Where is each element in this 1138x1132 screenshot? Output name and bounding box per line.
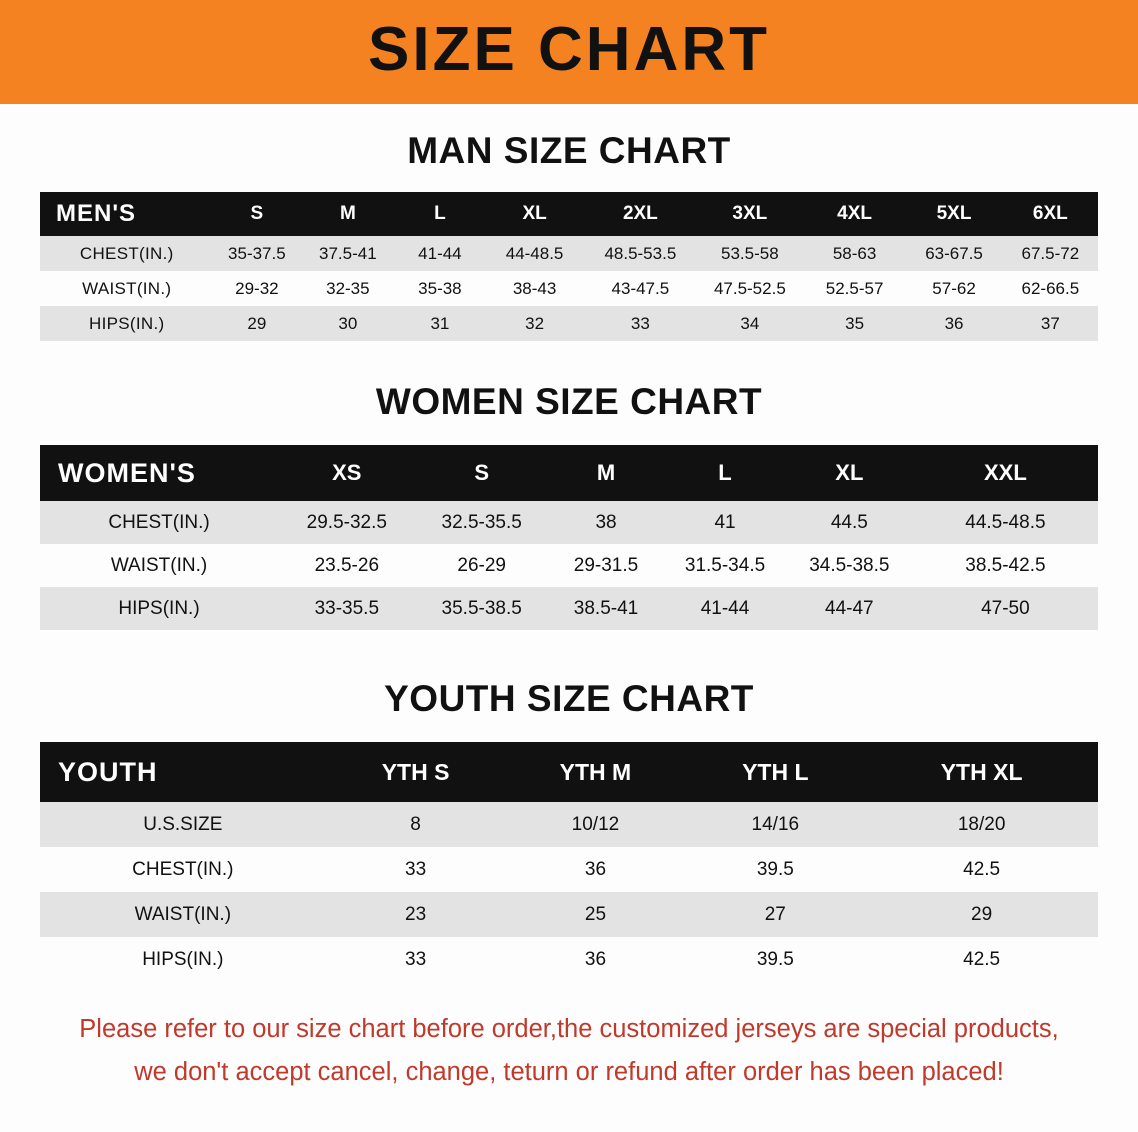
table-cell: 36 [905,306,1002,341]
column-header: 2XL [585,192,696,236]
table-cell: 14/16 [685,802,865,847]
table-row [40,802,1098,847]
table-cell: 29.5-32.5 [278,501,416,544]
table-cell: 67.5-72 [1003,236,1098,271]
women-size-table [40,445,1098,630]
row-label: HIPS(IN.) [40,587,278,630]
row-label: U.S.SIZE [40,802,326,847]
table-cell: 35-37.5 [214,236,301,271]
table-cell: 27 [685,892,865,937]
table-cell: 31.5-34.5 [664,544,786,587]
column-header: YOUTH [40,742,326,802]
men-size-table [40,192,1098,341]
row-label: HIPS(IN.) [40,937,326,982]
table-cell: 52.5-57 [804,271,906,306]
table-cell: 63-67.5 [905,236,1002,271]
table-cell: 34.5-38.5 [786,544,913,587]
table-cell: 42.5 [865,847,1098,892]
table-cell: 62-66.5 [1003,271,1098,306]
table-cell: 41-44 [395,236,484,271]
table-cell: 35.5-38.5 [416,587,548,630]
table-row [40,847,1098,892]
table-row [40,306,1098,341]
table-cell: 29-32 [214,271,301,306]
row-label: HIPS(IN.) [40,306,214,341]
table-cell: 26-29 [416,544,548,587]
table-cell: 32-35 [300,271,395,306]
column-header: 4XL [804,192,906,236]
column-header: WOMEN'S [40,445,278,501]
youth-size-table [40,742,1098,982]
policy-note-line-2: we don't accept cancel, change, teturn or refund after order has been placed! [134,1058,1004,1087]
table-cell: 41-44 [664,587,786,630]
table-cell: 36 [506,937,686,982]
table-cell: 29 [865,892,1098,937]
column-header: S [416,445,548,501]
table-cell: 44-48.5 [484,236,585,271]
table-row [40,587,1098,630]
table-cell: 38 [548,501,664,544]
column-header: M [548,445,664,501]
column-header: MEN'S [40,192,214,236]
table-cell: 33 [326,847,506,892]
table-cell: 30 [300,306,395,341]
table-header-row [40,742,1098,802]
table-cell: 57-62 [905,271,1002,306]
column-header: L [395,192,484,236]
table-cell: 23 [326,892,506,937]
table-cell: 25 [506,892,686,937]
table-cell: 47-50 [913,587,1098,630]
column-header: XXL [913,445,1098,501]
table-cell: 42.5 [865,937,1098,982]
table-cell: 33 [585,306,696,341]
table-row [40,544,1098,587]
table-cell: 44.5 [786,501,913,544]
table-cell: 44-47 [786,587,913,630]
table-cell: 18/20 [865,802,1098,847]
table-cell: 33 [326,937,506,982]
row-label: CHEST(IN.) [40,501,278,544]
table-cell: 39.5 [685,847,865,892]
table-cell: 37.5-41 [300,236,395,271]
table-cell: 29 [214,306,301,341]
table-header-row [40,445,1098,501]
table-cell: 39.5 [685,937,865,982]
page-title: SIZE CHART [368,15,770,84]
column-header: YTH M [506,742,686,802]
man-section-heading: MAN SIZE CHART [407,130,731,171]
table-row [40,236,1098,271]
table-row [40,271,1098,306]
column-header: YTH XL [865,742,1098,802]
table-cell: 35-38 [395,271,484,306]
table-cell: 38.5-41 [548,587,664,630]
table-cell: 29-31.5 [548,544,664,587]
policy-note-line-1: Please refer to our size chart before order,the customized jerseys are special products, [79,1015,1059,1043]
table-cell: 10/12 [506,802,686,847]
table-cell: 44.5-48.5 [913,501,1098,544]
table-cell: 31 [395,306,484,341]
table-cell: 38.5-42.5 [913,544,1098,587]
table-cell: 32 [484,306,585,341]
column-header: XL [786,445,913,501]
table-header-row [40,192,1098,236]
table-cell: 58-63 [804,236,906,271]
table-cell: 53.5-58 [696,236,804,271]
man-table-wrap [40,192,1098,341]
column-header: M [300,192,395,236]
table-cell: 38-43 [484,271,585,306]
row-label: WAIST(IN.) [40,271,214,306]
table-cell: 23.5-26 [278,544,416,587]
column-header: S [214,192,301,236]
row-label: CHEST(IN.) [40,236,214,271]
column-header: XL [484,192,585,236]
policy-note [36,1008,1102,1095]
column-header: 5XL [905,192,1002,236]
women-table-wrap [40,445,1098,630]
table-cell: 34 [696,306,804,341]
column-header: YTH L [685,742,865,802]
column-header: XS [278,445,416,501]
column-header: 6XL [1003,192,1098,236]
table-cell: 33-35.5 [278,587,416,630]
table-cell: 41 [664,501,786,544]
row-label: WAIST(IN.) [40,892,326,937]
column-header: 3XL [696,192,804,236]
table-cell: 47.5-52.5 [696,271,804,306]
table-cell: 8 [326,802,506,847]
table-cell: 36 [506,847,686,892]
youth-table-wrap [40,742,1098,982]
row-label: WAIST(IN.) [40,544,278,587]
table-cell: 35 [804,306,906,341]
table-row [40,892,1098,937]
table-cell: 48.5-53.5 [585,236,696,271]
women-section-heading: WOMEN SIZE CHART [375,381,763,422]
table-cell: 37 [1003,306,1098,341]
table-row [40,937,1098,982]
table-cell: 43-47.5 [585,271,696,306]
table-row [40,501,1098,544]
banner [0,0,1138,104]
table-cell: 32.5-35.5 [416,501,548,544]
youth-section-heading: YOUTH SIZE CHART [384,678,754,719]
column-header: YTH S [326,742,506,802]
column-header: L [664,445,786,501]
row-label: CHEST(IN.) [40,847,326,892]
